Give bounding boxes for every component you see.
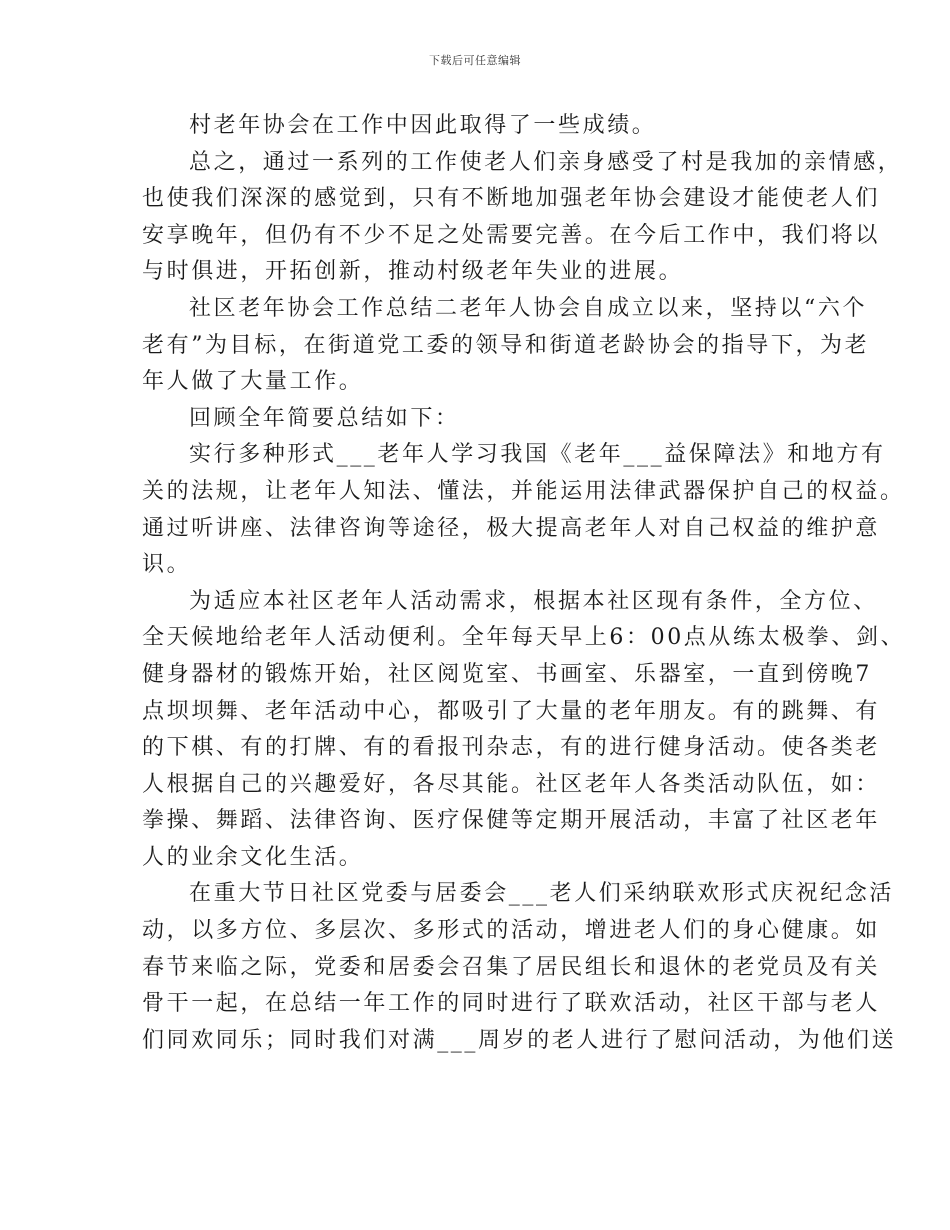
text-line: 在重大节日社区党委与居委会___老人们采纳联欢形式庆祝纪念活: [189, 881, 895, 907]
text-line: 健身器材的锻炼开始，社区阅览室、书画室、乐器室，一直到傍晚7: [142, 661, 872, 687]
text-line: 识。: [142, 552, 192, 578]
text-line: 动，以多方位、多层次、多形式的活动，增进老人们的身心健康。如: [142, 918, 881, 944]
text-line: 社区老年协会工作总结二老年人协会自成立以来，坚持以“六个: [189, 295, 868, 321]
text-line: 骨干一起，在总结一年工作的同时进行了联欢活动，社区干部与老人: [142, 991, 881, 1017]
text-line: 人根据自己的兴趣爱好，各尽其能。社区老年人各类活动队伍，如：: [142, 771, 881, 797]
text-line: 为适应本社区老年人活动需求，根据本社区现有条件，全方位、: [189, 588, 878, 614]
document-body: [142, 108, 906, 1059]
text-line: 拳操、舞蹈、法律咨询、医疗保健等定期开展活动，丰富了社区老年: [142, 808, 881, 834]
text-line: 回顾全年简要总结如下：: [189, 405, 460, 431]
text-line: 的下棋、有的打牌、有的看报刊杂志，有的进行健身活动。使各类老: [142, 735, 881, 761]
text-line: 年人做了大量工作。: [142, 369, 364, 395]
text-line: 与时俱进，开拓创新，推动村级老年失业的进展。: [142, 259, 684, 285]
text-line: 总之，通过一系列的工作使老人们亲身感受了村是我加的亲情感，: [189, 149, 903, 175]
text-line: 全天候地给老年人活动便利。全年每天早上6：00点从练太极拳、剑、: [142, 625, 906, 651]
text-line: 人的业余文化生活。: [142, 844, 364, 870]
text-line: 老有”为目标，在街道党工委的领导和街道老龄协会的指导下，为老: [142, 332, 870, 358]
text-line: 点坝坝舞、老年活动中心，都吸引了大量的老年朋友。有的跳舞、有: [142, 698, 881, 724]
text-line: 春节来临之际，党委和居委会召集了居民组长和退休的老党员及有关: [142, 954, 881, 980]
text-line: 村老年协会在工作中因此取得了一些成绩。: [189, 113, 657, 138]
page-header: 下载后可任意编辑: [429, 54, 521, 67]
text-line: 们同欢同乐；同时我们对满___周岁的老人进行了慰问活动，为他们送: [142, 1027, 897, 1053]
text-line: 关的法规，让老年人知法、懂法，并能运用法律武器保护自己的权益。: [142, 478, 905, 504]
text-line: 安享晚年，但仍有不少不足之处需要完善。在今后工作中，我们将以: [142, 222, 881, 248]
text-line: 实行多种形式___老年人学习我国《老年___益保障法》和地方有: [189, 442, 886, 468]
text-line: 也使我们深深的感觉到，只有不断地加强老年协会建设才能使老人们: [142, 186, 881, 212]
text-line: 通过听讲座、法律咨询等途径，极大提高老年人对自己权益的维护意: [142, 515, 881, 541]
